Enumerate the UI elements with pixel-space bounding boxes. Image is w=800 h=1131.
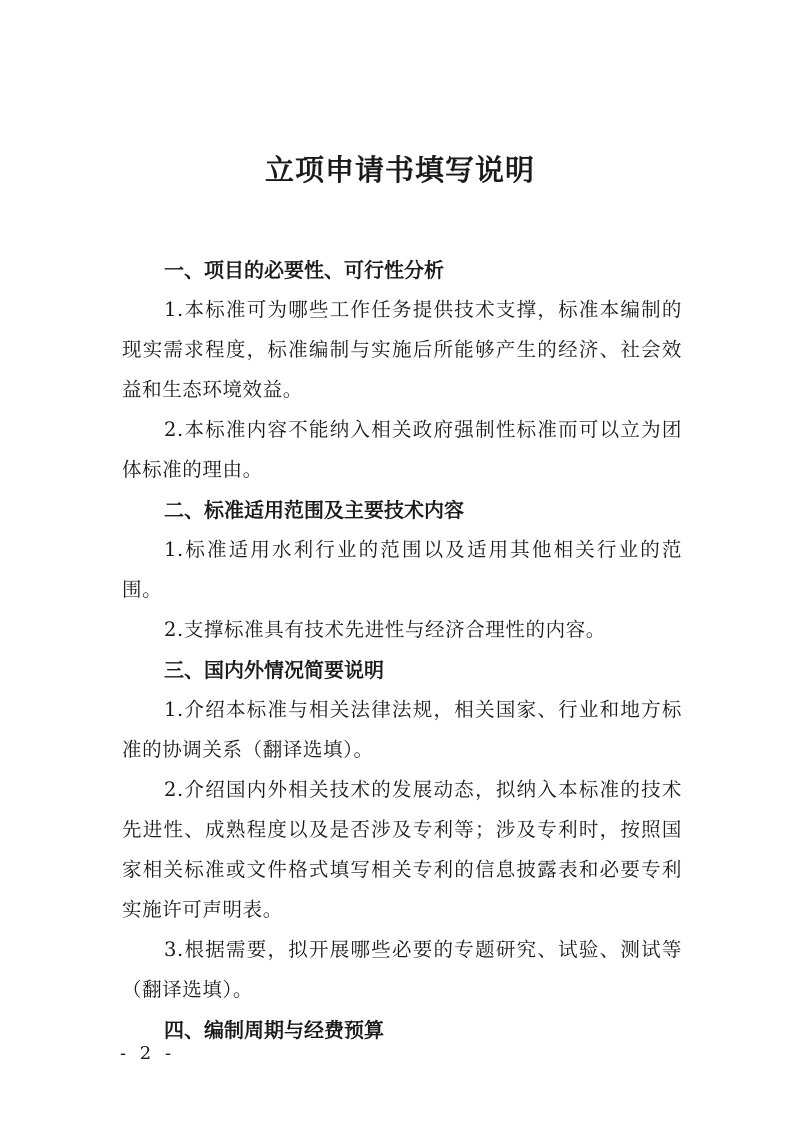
section-heading: 二、标准适用范围及主要技术内容 — [164, 498, 464, 522]
section-heading: 四、编制周期与经费预算 — [164, 1018, 384, 1042]
section-necessity-feasibility — [122, 250, 682, 490]
section-heading: 一、项目的必要性、可行性分析 — [164, 258, 444, 282]
paragraph: 2.支撑标准具有技术先进性与经济合理性的内容。 — [164, 618, 606, 641]
paragraph: 2.介绍国内外相关技术的发展动态，拟纳入本标准的技术先进性、成熟程度以及是否涉及专利等；涉及专利时，按照国家相关标准或文件格式填写相关专利的信息披露表和必要专利实施许可声明表。 — [122, 778, 682, 921]
page-number: - 2 - — [120, 1043, 176, 1064]
paragraph: 2.本标准内容不能纳入相关政府强制性标准而可以立为团体标准的理由。 — [122, 418, 682, 481]
section-schedule-budget — [122, 1010, 682, 1050]
paragraph: 1.标准适用水利行业的范围以及适用其他相关行业的范围。 — [122, 538, 682, 601]
document-body — [122, 250, 682, 1050]
paragraph: 3.根据需要，拟开展哪些必要的专题研究、试验、测试等（翻译选填）。 — [122, 938, 682, 1001]
document-title: 立项申请书填写说明 — [264, 153, 535, 187]
paragraph: 1.本标准可为哪些工作任务提供技术支撑，标准本编制的现实需求程度，标准编制与实施后所能够产生的经济、社会效益和生态环境效益。 — [122, 298, 682, 401]
section-domestic-foreign-situation — [122, 650, 682, 1010]
section-heading: 三、国内外情况简要说明 — [164, 658, 384, 682]
paragraph: 1.介绍本标准与相关法律法规，相关国家、行业和地方标准的协调关系（翻译选填）。 — [122, 698, 682, 761]
section-scope-technical-content — [122, 490, 682, 650]
